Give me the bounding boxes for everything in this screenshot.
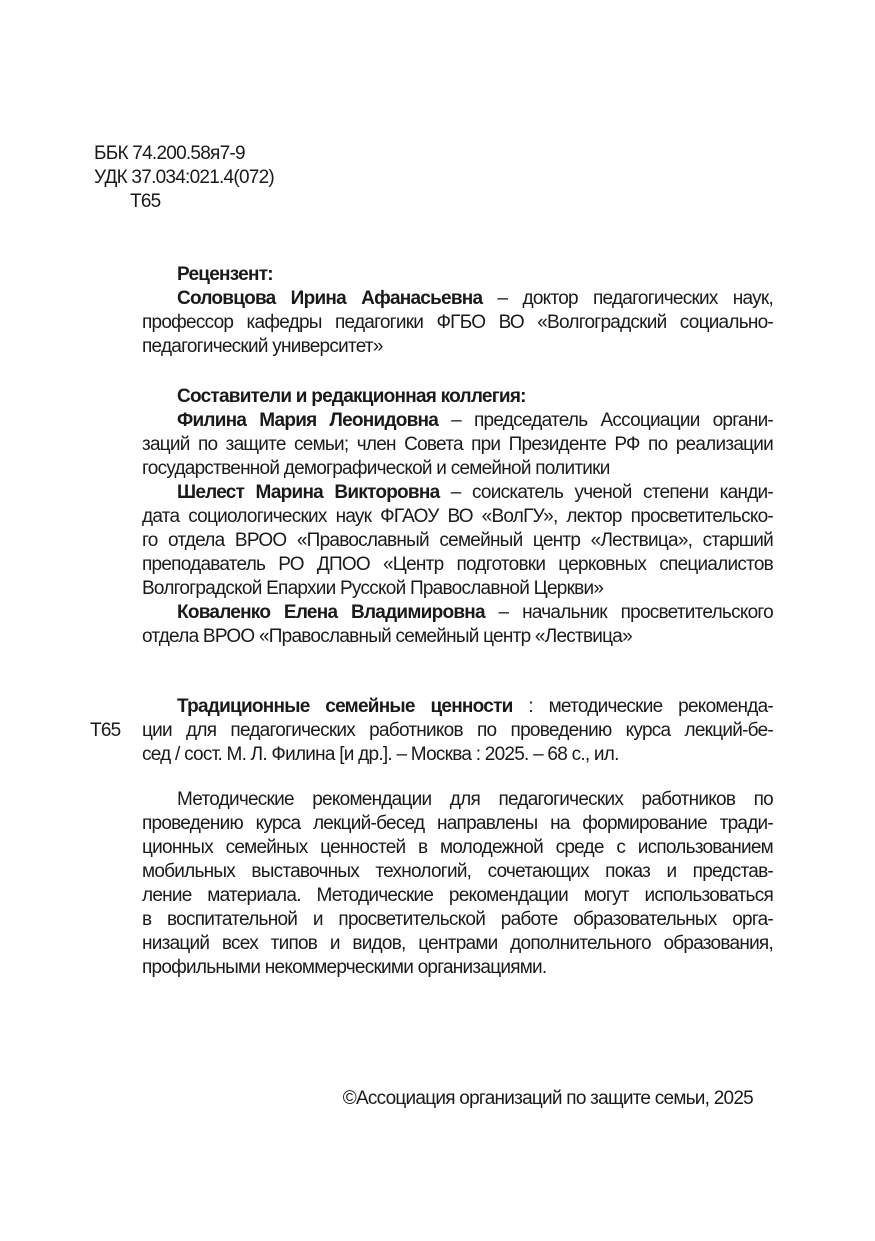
compilers-heading: Составители и редакционная коллегия:	[177, 386, 526, 407]
copyright-line: ©Ассоциация организаций по защите семьи, 2025	[342, 1088, 753, 1109]
author-mark: Т65	[130, 191, 161, 212]
book-title: Традиционные семейные ценности	[177, 696, 513, 717]
person-name: Шелест Марина Викторовна	[177, 482, 440, 503]
text-line: проведению курса лекций-бесед направлены на формирование тради-	[142, 813, 773, 834]
text-line: ление материала. Методические рекомендации могут использоваться	[142, 885, 773, 906]
text-line: дата социологических наук ФГАОУ ВО «ВолГУ», лектор просветительско-	[142, 506, 773, 527]
author-mark-margin: Т65	[90, 720, 121, 741]
bbk-code: ББК 74.200.58я7-9	[94, 143, 245, 164]
text-line: го отдела ВРОО «Православный семейный центр «Лествица», старший	[142, 530, 773, 551]
compilers-section	[142, 385, 773, 649]
text-line: профильными некоммерческими организациями.	[142, 957, 547, 978]
text-line: Традиционные семейные ценности : методические рекоменда-	[177, 696, 773, 717]
text-line: педагогический университет»	[142, 336, 383, 357]
classification-codes	[94, 142, 274, 214]
reviewer-section	[142, 263, 773, 359]
person-name: Коваленко Елена Владимировна	[177, 602, 485, 623]
text-line: Шелест Марина Викторовна – соискатель ученой степени канди-	[177, 482, 773, 503]
text-line: Филина Мария Леонидовна – председатель Ассоциации органи-	[177, 410, 774, 431]
text-line: преподаватель РО ДПОО «Центр подготовки церковных специалистов	[142, 554, 773, 575]
person-name: Соловцова Ирина Афанасьевна	[177, 288, 483, 309]
person-name: Филина Мария Леонидовна	[177, 410, 439, 431]
text-line: Волгоградской Епархии Русской Православной Церкви»	[142, 578, 604, 599]
text-line: ции для педагогических работников по проведению курса лекций-бе-	[142, 720, 773, 741]
reviewer-text	[142, 287, 773, 359]
text-line: низаций всех типов и видов, центрами дополнительного образования,	[142, 933, 773, 954]
annotation-text	[142, 788, 773, 980]
text-line: Коваленко Елена Владимировна – начальник просветительского	[177, 602, 773, 623]
text-line: в воспитательной и просветительской работе образовательных орга-	[142, 909, 773, 930]
annotation-section	[142, 788, 773, 980]
text-line: заций по защите семьи; член Совета при Президенте РФ по реализации	[142, 434, 773, 455]
text-line: мобильных выставочных технологий, сочетающих показ и представ-	[142, 861, 773, 882]
text-line: государственной демографической и семейной политики	[142, 458, 610, 479]
compilers-text	[142, 409, 773, 649]
text-line: ционных семейных ценностей в молодежной среде с использованием	[142, 837, 773, 858]
citation-text	[142, 695, 773, 767]
text-line: сед / сост. М. Л. Филина [и др.]. – Москва : 2025. – 68 с., ил.	[142, 744, 619, 765]
text-line: Соловцова Ирина Афанасьевна – доктор педагогических наук,	[177, 288, 773, 309]
bibliographic-record	[90, 695, 773, 767]
text-line: Методические рекомендации для педагогических работников по	[177, 789, 773, 810]
text-line: профессор кафедры педагогики ФГБО ВО «Волгоградский социально-	[142, 312, 773, 333]
udk-code: УДК 37.034:021.4(072)	[94, 167, 274, 188]
reviewer-heading: Рецензент:	[177, 264, 273, 285]
text-line: отдела ВРОО «Православный семейный центр «Лествица»	[142, 626, 632, 647]
